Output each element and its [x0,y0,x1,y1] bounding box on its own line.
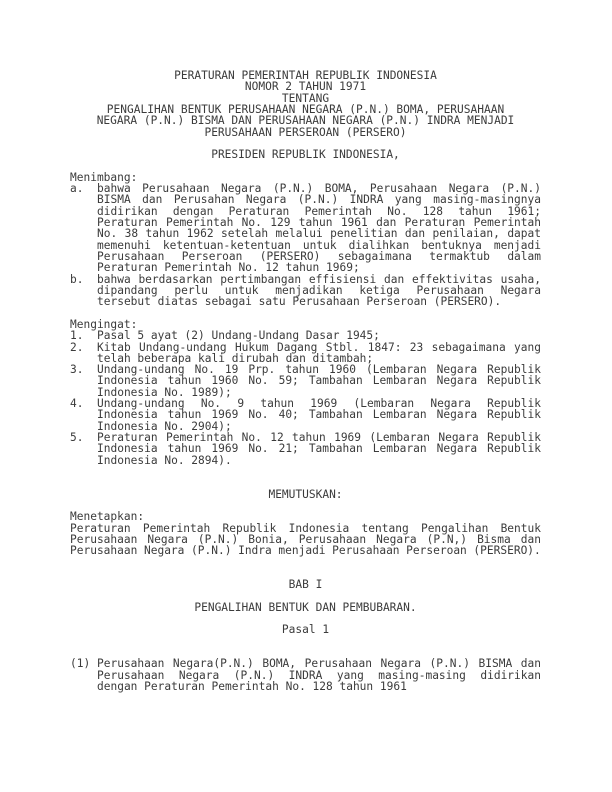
mengingat-item-2-marker: 2. [70,340,84,354]
mengingat-item-3-text: Undang-undang No. 19 Prp. tahun 1960 (Lembaran Negara Republik Indonesia tahun 1960 No. 59; Tambahan Lembaran Negara Republik Indonesia No. 1989); [97,363,548,399]
mengingat-heading: Mengingat: [70,317,138,331]
mengingat-item-4-marker: 4. [70,397,84,411]
spacer [70,161,541,172]
spacer [70,636,541,647]
title-line-6: PERUSAHAAN PERSEROAN (PERSERO) [204,125,407,139]
menimbang-item-a-marker: a. [70,182,84,196]
mengingat-item-4 [70,397,548,433]
spacer [70,466,541,477]
menetapkan-heading: Menetapkan: [70,510,145,524]
mengingat-item-4-text: Undang-undang No. 9 tahun 1969 (Lembaran Negara Republik Indonesia tahun 1969 No. 40; Tambahan Lembaran Negara Republik Indonesia No. 2904); [97,397,548,433]
memutuskan-heading: MEMUTUSKAN: [268,487,343,501]
mengingat-item-5-text: Peraturan Pemerintah No. 12 tahun 1969 (Lembaran Negara Republik Indonesia tahun 1969 No. 21; Tambahan Lembaran Negara Republik Indonesia No. 2894). [97,431,548,467]
mengingat-item-3 [70,363,548,399]
mengingat-item-5 [70,431,548,467]
menetapkan-text: Peraturan Pemerintah Republik Indonesia tentang Pengalihan Bentuk Perusahaan Negara (P.N.) Bonia, Perusahaan Negara (P.N,) Bisma dan Perusahaan Negara (P.N.) Indra menjadi Perusahaan Perseroan (PERSERO). [70,521,548,558]
authority-line: PRESIDEN REPUBLIK INDONESIA, [211,148,400,162]
title-line-3-tentang: TENTANG [281,91,330,105]
title-line-4: PENGALIHAN BENTUK PERUSAHAAN NEGARA (P.N.) BOMA, PERUSAHAAN [106,102,505,116]
menimbang-item-b [70,272,548,309]
pasal-1-item-1 [70,657,548,693]
spacer [70,477,541,488]
pasal-heading: Pasal 1 [281,623,330,637]
mengingat-item-1-text: Pasal 5 ayat (2) Undang-Undang Dasar 1945; [97,329,380,343]
menimbang-item-b-marker: b. [70,272,84,286]
menimbang-item-b-text: bahwa berdasarkan pertimbangan effisiensi dan effektivitas usaha, dipandang perlu untuk menjadikan ketiga Perusahaan Negara tersebut diatas sebagai satu Perusahaan Perseroan (PERSERO). [97,272,548,309]
mengingat-item-2-text: Kitab Undang-undang Hukum Dagang Stbl. 1847: 23 sebagaimana yang telah beberapa kali dirubah dan ditambah; [97,340,548,365]
menimbang-item-a-text: bahwa Perusahaan Negara (P.N.) BOMA, Perusahaan Negara (P.N.) BISMA dan Perusahan Negara (P.N.) INDRA yang masing-masingnya didirikan dengan Peraturan Pemerintah No. 128 tahun 1961; Peraturan Pemerintah No. 129 tahun 1961 dan Peraturan Pemerintah No. 38 tahun 1962 setelah melalui penelitian dan penilaian, dapat memenuhi ketentuan-ketentuan untuk dialihkan bentuknya menjadi Perusahaan Perseroan (PERSERO) sebagaimana termaktub dalam Peraturan Pemerintah No. 12 tahun 1969; [97,182,548,275]
mengingat-item-2 [70,340,548,365]
mengingat-item-1-marker: 1. [70,329,84,343]
spacer [70,590,541,601]
pasal-1-item-1-text: Perusahaan Negara(P.N.) BOMA, Perusahaan Negara (P.N.) BISMA dan Perusahaan Negara (P.N.) INDRA yang masing-masing didirikan dengan Peraturan Pemerintah No. 128 tahun 1961 [97,657,548,693]
document-title-block [70,70,541,138]
menimbang-heading: Menimbang: [70,170,138,184]
title-line-5: NEGARA (P.N.) BISMA DAN PERUSAHAAN NEGARA (P.N.) INDRA MENJADI [96,114,515,128]
spacer [70,556,541,567]
title-line-2-number: NOMOR 2 TAHUN 1971 [244,80,367,94]
bab-title: PENGALIHAN BENTUK DAN PEMBUBARAN. [194,600,417,614]
document-body [70,69,548,693]
mengingat-item-1 [70,330,541,341]
pasal-1-item-1-marker: (1) [70,657,91,671]
mengingat-item-5-marker: 5. [70,431,84,444]
menimbang-item-a [70,182,548,275]
bab-number: BAB I [288,578,323,592]
mengingat-item-3-marker: 3. [70,363,84,377]
title-line-1: PERATURAN PEMERINTAH REPUBLIK INDONESIA [174,69,437,82]
spacer [70,308,541,319]
